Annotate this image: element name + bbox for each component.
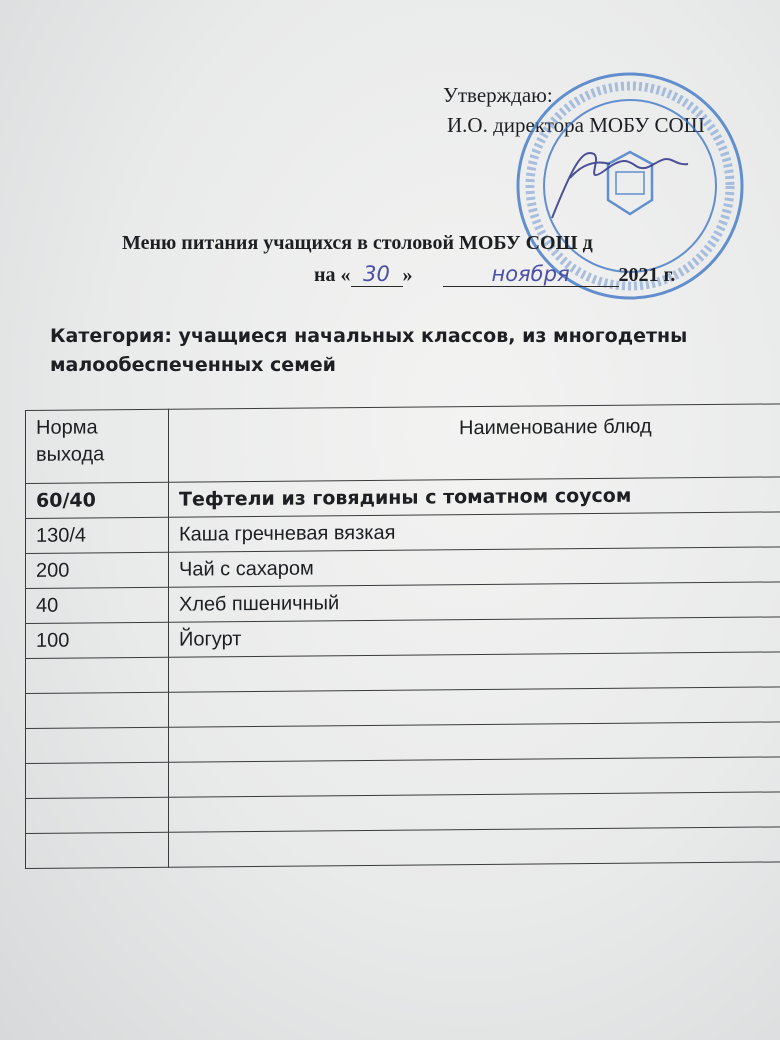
norm-cell	[26, 692, 169, 728]
date-month: ноября	[443, 262, 619, 287]
dish-cell	[169, 687, 780, 728]
dish-cell: Чай с сахаром	[169, 547, 780, 588]
category-block	[50, 322, 687, 380]
dish-cell: Тефтели из говядины с томатном соусом	[169, 477, 780, 518]
norm-cell: 130/4	[26, 517, 169, 553]
norm-cell: 100	[26, 622, 169, 658]
norm-cell	[26, 832, 169, 868]
dish-cell	[169, 722, 780, 763]
dish-cell	[169, 757, 780, 798]
header-norm-label: Норма выхода	[36, 416, 105, 466]
menu-table	[25, 403, 780, 869]
norm-cell: 60/40	[26, 482, 169, 518]
dish-cell	[169, 792, 780, 833]
date-day: 30	[351, 262, 403, 287]
dish-cell: Йогурт	[169, 617, 780, 658]
date-year: 2021 г.	[618, 264, 676, 286]
norm-cell	[26, 762, 169, 798]
norm-cell	[26, 657, 169, 693]
dish-cell	[169, 827, 780, 868]
category-line-2: малообеспеченных семей	[50, 354, 336, 376]
norm-cell: 40	[26, 587, 169, 623]
approval-title: Утверждаю:	[443, 83, 553, 107]
norm-cell	[26, 727, 169, 763]
norm-cell	[26, 797, 169, 833]
category-line-1: Категория: учащиеся начальных классов, из многодетны	[50, 325, 688, 347]
date-prefix: на «	[314, 264, 351, 286]
header-norm	[26, 409, 169, 483]
dish-cell: Каша гречневая вязкая	[169, 512, 780, 553]
menu-date	[314, 262, 675, 287]
table-row	[26, 827, 780, 869]
approval-position: И.О. директора МОБУ СОШ	[447, 113, 705, 137]
dish-cell	[169, 652, 780, 693]
header-dish: Наименование блюд	[169, 404, 780, 483]
date-middle: »	[402, 264, 413, 286]
page-title: Меню питания учащихся в столовой МОБУ СОШ д	[122, 232, 593, 254]
dish-cell: Хлеб пшеничный	[169, 582, 780, 623]
table-header-row	[26, 404, 780, 484]
norm-cell: 200	[26, 552, 169, 588]
